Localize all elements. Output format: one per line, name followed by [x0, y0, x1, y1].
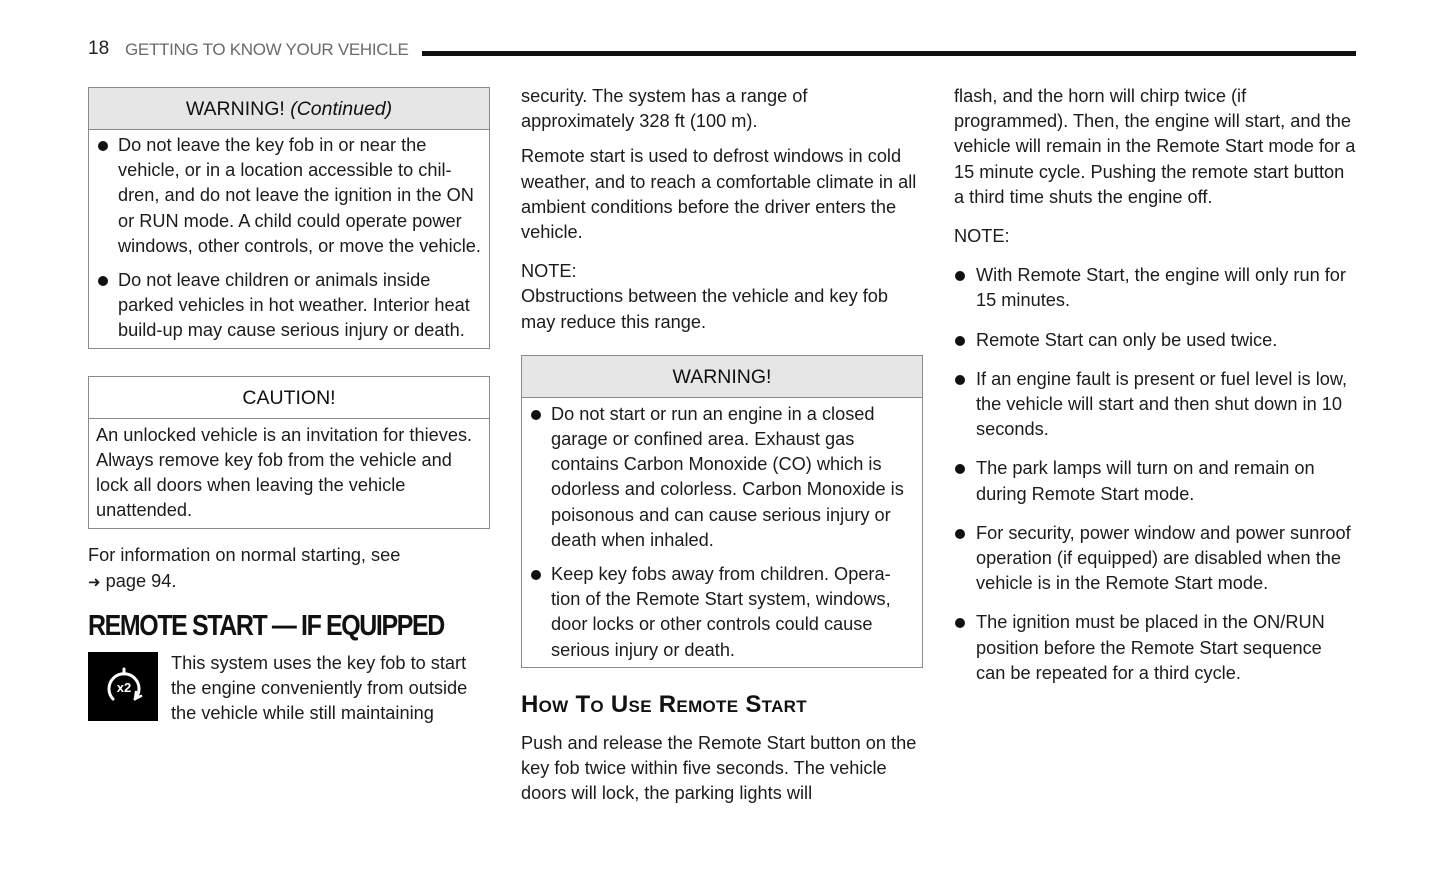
list-item: With Remote Start, the engine will only run for 15 minutes. [954, 263, 1356, 313]
note-label: NOTE: [954, 226, 1010, 247]
page-header [88, 38, 1356, 62]
caution-body: An unlocked vehicle is an invitation for thieves. Always remove key fob from the vehicle and lock all doors when leaving the vehicle unattended. [96, 424, 473, 521]
range-paragraph: security. The system has a range of approximately 328 ft (100 m). [521, 86, 808, 132]
note-text: Obstructions between the vehicle and key fob may reduce this range. [521, 286, 889, 332]
list-item: The ignition must be placed in the ON/RUN position before the Remote Start sequence can be repeated for a third cycle. [954, 610, 1356, 686]
list-item: Remote Start can only be used twice. [954, 328, 1356, 353]
intro-with-icon [88, 651, 490, 731]
caution-box [88, 376, 490, 530]
column-1 [88, 84, 490, 731]
intro-text: This system uses the key fob to start the engine conveniently from outside the vehicle while still maintaining [171, 652, 468, 724]
page-link[interactable]: page 94. [105, 570, 177, 591]
note-list [954, 263, 1356, 686]
arrow-right-icon: ➜ [88, 573, 101, 591]
continued-label: (Continued) [290, 98, 393, 120]
how-to-heading: How To Use Remote Start [521, 690, 807, 718]
caution-title: CAUTION! [89, 377, 489, 419]
bullet-icon [955, 464, 965, 474]
list-item: Do not leave children or animals inside parked vehicles in hot weather. Interior heat build-up may cause serious injury or death. [97, 268, 481, 344]
remote-start-x2-icon [88, 652, 158, 721]
warning-continued-box [88, 87, 490, 349]
sequence-paragraph: flash, and the horn will chirp twice (if programmed). Then, the engine will start, and the vehicle will remain in the Remote Start mode for a 15 minute cycle. Pushing the remote start button a third time shuts the engine off. [954, 86, 1356, 207]
purpose-paragraph: Remote start is used to defrost windows in cold weather, and to reach a comfortable climate in all ambient conditions before the driver enters the vehicle. [521, 146, 917, 243]
how-to-text: Push and release the Remote Start button on the key fob twice within five seconds. The vehicle doors will lock, the parking lights will [521, 732, 917, 804]
list-item: Do not start or run an engine in a closed garage or confined area. Exhaust gas contains Carbon Monoxide (CO) which is odorless and colorless. Carbon Monoxide is poisonous and can cause serious injury or death when inhaled. [530, 402, 912, 553]
list-item: The park lamps will turn on and remain on during Remote Start mode. [954, 456, 1356, 506]
column-3 [954, 84, 1356, 700]
bullet-icon [955, 336, 965, 346]
bullet-icon [531, 410, 541, 420]
bullet-icon [531, 570, 541, 580]
section-title: GETTING TO KNOW YOUR VEHICLE [125, 40, 409, 59]
page-number: 18 [88, 38, 110, 59]
info-text: For information on normal starting, see ➜ page 94. [88, 545, 401, 591]
bullet-icon [98, 276, 108, 286]
svg-text:x2: x2 [116, 679, 132, 695]
list-item: For security, power window and power sunroof operation (if equipped) are disabled when the vehicle is in the Remote Start mode. [954, 521, 1356, 597]
note [521, 259, 923, 335]
bullet-icon [955, 271, 965, 281]
list-item: Keep key fobs away from children. Opera-tion of the Remote Start system, windows, door locks or other controls could cause serious injury or death. [530, 562, 912, 663]
warning-title: WARNING! [522, 356, 922, 398]
list-item: If an engine fault is present or fuel level is low, the vehicle will start and then shut down in 10 seconds. [954, 367, 1356, 443]
bullet-icon [955, 529, 965, 539]
note-label: NOTE: [521, 261, 577, 282]
header-rule [422, 51, 1356, 56]
warning-box [521, 355, 923, 668]
list-item: Do not leave the key fob in or near the vehicle, or in a location accessible to chil-dren, and do not leave the ignition in the ON or RUN mode. A child could operate power windows, other controls, or move the vehicle. [97, 133, 481, 259]
column-2 [521, 84, 923, 816]
warning-continued-title: WARNING! (Continued) [89, 88, 489, 130]
bullet-icon [98, 141, 108, 151]
bullet-icon [955, 618, 965, 628]
remote-start-heading: REMOTE START — IF EQUIPPED [88, 609, 444, 642]
bullet-icon [955, 375, 965, 385]
